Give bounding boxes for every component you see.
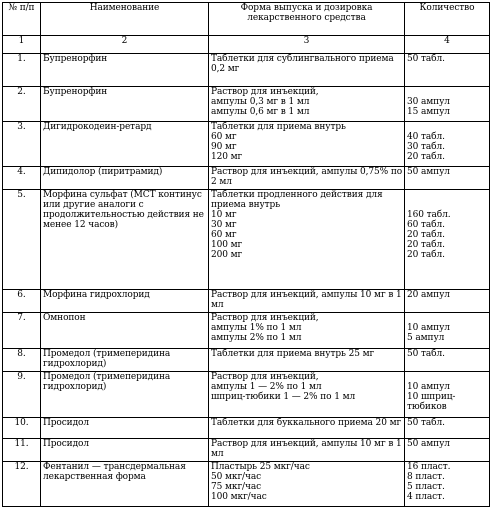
- header-qty: Количество: [405, 3, 490, 36]
- table-row: [3, 121, 490, 166]
- quantity-line: 4 пласт.: [407, 491, 445, 502]
- quantity-line: [407, 200, 487, 210]
- quantity-line: 60 табл.: [407, 219, 445, 230]
- dosage-form: [209, 461, 405, 506]
- dosage-form-line: Раствор для инъекций, ампулы 10 мг в 1: [211, 290, 402, 301]
- dosage-form-line: Пластырь 25 мкг/час: [211, 461, 310, 472]
- quantity-line: 30 табл.: [407, 141, 445, 152]
- col-number: 2: [41, 36, 209, 54]
- row-number: 8.: [3, 348, 41, 371]
- quantity: [405, 438, 490, 461]
- quantity-line: [407, 122, 487, 132]
- row-number: 10.: [3, 418, 41, 439]
- dosage-form: [209, 87, 405, 122]
- quantity: [405, 313, 490, 349]
- dosage-form-line: 100 мкг/час: [211, 491, 267, 502]
- quantity: [405, 348, 490, 371]
- dosage-form-line: ампулы 0,3 мг в 1 мл: [211, 97, 310, 108]
- quantity-line: 16 пласт.: [407, 461, 451, 472]
- quantity: [405, 166, 490, 189]
- dosage-form-line: ампулы 1 — 2% по 1 мл: [211, 382, 322, 392]
- dosage-form-line: 120 мг: [211, 151, 243, 162]
- dosage-form-line: 30 мг: [211, 219, 237, 230]
- dosage-form-line: 0,2 мг: [211, 64, 240, 74]
- dosage-form: [209, 290, 405, 313]
- row-number: 1.: [3, 54, 41, 87]
- drug-name: Омнопон: [41, 313, 209, 349]
- dosage-form-line: Раствор для инъекций,: [211, 372, 319, 382]
- drug-name: Промедол (тримеперидина гидрохлорид): [41, 348, 209, 371]
- drug-name: Морфина сульфат (МСТ континус или другие аналоги с продолжительностью действия не менее 12 часов): [41, 189, 209, 289]
- dosage-form: [209, 166, 405, 189]
- drug-name: Морфина гидрохлорид: [41, 290, 209, 313]
- row-number: 6.: [3, 290, 41, 313]
- dosage-form-line: Раствор для инъекций, ампулы 0,75% по: [211, 166, 403, 177]
- quantity-line: 20 ампул: [407, 290, 450, 301]
- dosage-form-line: ампулы 0,6 мг в 1 мл: [211, 107, 310, 118]
- dosage-form-line: мл: [211, 448, 224, 459]
- dosage-form-line: 100 мг: [211, 239, 243, 250]
- col-number: 4: [405, 36, 490, 54]
- dosage-form-line: Раствор для инъекций, ампулы 10 мг в 1: [211, 438, 402, 449]
- dosage-form-line: Таблетки продленного действия для: [211, 189, 383, 200]
- quantity-line: 20 табл.: [407, 249, 445, 260]
- quantity-line: 8 пласт.: [407, 471, 445, 482]
- table-row: [3, 189, 490, 289]
- dosage-form-line: 75 мкг/час: [211, 481, 262, 492]
- dosage-form-line: 200 мг: [211, 249, 243, 260]
- dosage-form-line: 2 мл: [211, 176, 232, 187]
- row-number: 4.: [3, 166, 41, 189]
- row-number: 5.: [3, 189, 41, 289]
- quantity-line: 50 табл.: [407, 348, 445, 359]
- dosage-form-line: Таблетки для сублингвального приема: [211, 54, 394, 64]
- table-row: [3, 87, 490, 122]
- quantity-line: [407, 87, 487, 97]
- row-number: 7.: [3, 313, 41, 349]
- drug-name: Дипидолор (пиритрамид): [41, 166, 209, 189]
- dosage-form-line: шприц-тюбики 1 — 2% по 1 мл: [211, 392, 356, 402]
- quantity-line: 30 ампул: [407, 97, 450, 108]
- quantity-line: 15 ампул: [407, 107, 450, 118]
- quantity-line: 40 табл.: [407, 131, 445, 142]
- drug-table: [2, 2, 490, 507]
- dosage-form-line: 60 мг: [211, 131, 237, 142]
- dosage-form-line: ампулы 1% по 1 мл: [211, 323, 302, 334]
- dosage-form: [209, 313, 405, 349]
- dosage-form: [209, 121, 405, 166]
- quantity-line: [407, 190, 487, 200]
- quantity: [405, 461, 490, 506]
- dosage-form-line: Раствор для инъекций,: [211, 313, 319, 324]
- dosage-form: [209, 418, 405, 439]
- quantity: [405, 54, 490, 87]
- column-number-row: [3, 36, 490, 54]
- quantity-line: 5 пласт.: [407, 481, 445, 492]
- drug-name: Просидол: [41, 418, 209, 439]
- table-row: [3, 54, 490, 87]
- drug-name: Бупренорфин: [41, 87, 209, 122]
- header-name: Наименование: [41, 3, 209, 36]
- quantity-line: 20 табл.: [407, 239, 445, 250]
- table-row: [3, 418, 490, 439]
- table-row: [3, 166, 490, 189]
- quantity-line: 20 табл.: [407, 229, 445, 240]
- quantity-line: тюбиков: [407, 402, 447, 412]
- drug-name: Бупренорфин: [41, 54, 209, 87]
- dosage-form-line: Таблетки для буккального приема 20 мг: [211, 418, 402, 429]
- table-row: [3, 438, 490, 461]
- quantity-line: 10 шприц-: [407, 392, 456, 402]
- dosage-form-line: 90 мг: [211, 141, 237, 152]
- drug-name: Промедол (тримеперидина гидрохлорид): [41, 372, 209, 418]
- quantity-line: 50 ампул: [407, 166, 450, 177]
- dosage-form: [209, 438, 405, 461]
- quantity-line: 50 табл.: [407, 418, 445, 429]
- quantity: [405, 372, 490, 418]
- quantity-line: 10 ампул: [407, 382, 450, 392]
- quantity: [405, 189, 490, 289]
- row-number: 2.: [3, 87, 41, 122]
- col-number: 3: [209, 36, 405, 54]
- quantity-line: 10 ампул: [407, 323, 450, 334]
- quantity: [405, 87, 490, 122]
- quantity: [405, 418, 490, 439]
- dosage-form: [209, 348, 405, 371]
- drug-name: Просидол: [41, 438, 209, 461]
- row-number: 11.: [3, 438, 41, 461]
- dosage-form-line: Таблетки для приема внутрь: [211, 121, 346, 132]
- table-row: [3, 348, 490, 371]
- quantity-line: 5 ампул: [407, 333, 445, 344]
- quantity-line: 20 табл.: [407, 151, 445, 162]
- table-row: [3, 372, 490, 418]
- header-num: № п/п: [3, 3, 41, 36]
- drug-name: Дигидрокодеин-ретард: [41, 121, 209, 166]
- quantity-line: 160 табл.: [407, 209, 451, 220]
- table-row: [3, 290, 490, 313]
- table-row: [3, 461, 490, 506]
- header-form: Форма выпуска и дозировка лекарственного средства: [209, 3, 405, 36]
- header-row: [3, 3, 490, 36]
- quantity: [405, 121, 490, 166]
- quantity-line: 50 табл.: [407, 54, 445, 64]
- dosage-form: [209, 189, 405, 289]
- dosage-form-line: мл: [211, 300, 224, 311]
- quantity-line: [407, 313, 487, 323]
- dosage-form: [209, 372, 405, 418]
- row-number: 12.: [3, 461, 41, 506]
- dosage-form-line: 60 мг: [211, 229, 237, 240]
- row-number: 9.: [3, 372, 41, 418]
- drug-name: Фентанил — трансдермальная лекарственная форма: [41, 461, 209, 506]
- dosage-form: [209, 54, 405, 87]
- dosage-form-line: ампулы 2% по 1 мл: [211, 333, 302, 344]
- dosage-form-line: 10 мг: [211, 209, 237, 220]
- quantity-line: 50 ампул: [407, 438, 450, 449]
- dosage-form-line: приема внутрь: [211, 199, 281, 210]
- quantity-line: [407, 372, 487, 382]
- row-number: 3.: [3, 121, 41, 166]
- table-row: [3, 313, 490, 349]
- col-number: 1: [3, 36, 41, 54]
- dosage-form-line: 50 мкг/час: [211, 471, 262, 482]
- quantity: [405, 290, 490, 313]
- dosage-form-line: Раствор для инъекций,: [211, 87, 319, 98]
- dosage-form-line: Таблетки для приема внутрь 25 мг: [211, 348, 375, 359]
